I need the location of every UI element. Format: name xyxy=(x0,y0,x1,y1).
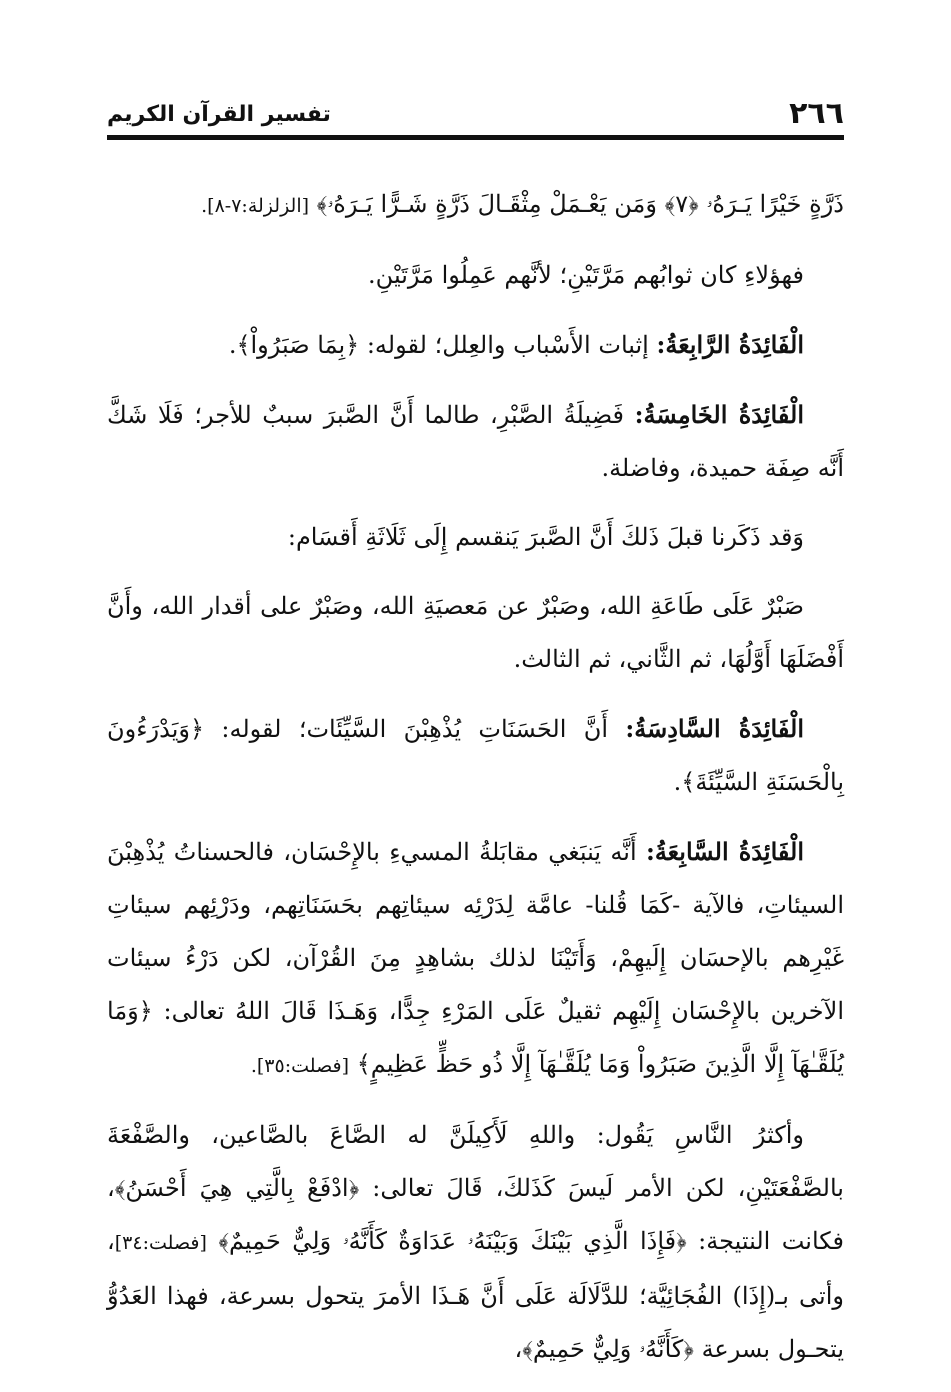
verse-reference: [الزلزلة:٧-٨]. xyxy=(201,195,310,217)
page-number: ٢٦٦ xyxy=(789,96,844,131)
paragraph xyxy=(107,178,844,233)
body-text xyxy=(349,1050,357,1078)
verse-reference: [فصلت:٣٤] xyxy=(114,1232,207,1254)
body-text: أَنَّه يَنبَغي مقابَلةُ المسيءِ بالإِحْسَان، فالحسناتُ يُذْهِبْنَ السيئاتِ، فالآية -كَمَا قُلنا- عامَّة لِدَرْئِه سيئاتِهم بحَسَنَاتِهم، ودَرْئِهم سيئاتِ غَيْرِهم بالإحسَان إِلَيهِمْ، وَأَتَيْنَا لذلك بشاهِدٍ مِنَ القُرْآن، لكن دَرْءُ سيئات الآخرين بالإِحْسَان إِلَيْهِم ثقيلٌ عَلَى المَرْءِ جِدًّا، وَهَـذَا قَالَ اللهُ تعالى: xyxy=(107,838,844,1025)
body-text: ، xyxy=(514,1335,523,1363)
benefit-heading: الْفَائِدَةُ الرَّابِعَةُ: xyxy=(656,330,804,359)
quran-verse: ﴿وَيَدْرَءُونَ بِالْحَسَنَةِ السَّيِّئَةَ﴾ xyxy=(107,715,844,796)
running-title: تفسير القرآن الكريم xyxy=(107,102,331,127)
body-text: ، وأتى بـ(إِذَا) الفُجَائِيَّة؛ للدَّلَالَة عَلَى أَنَّ هَـذَا الأمرَ يتحول بسرعة، فهذا العَدُوُّ يتحـول بسرعة xyxy=(107,1227,844,1363)
body-text: وَقد ذَكَرنا قبلَ ذَلكَ أَنَّ الصَّبرَ يَنقسم إِلَى ثَلَاثَةِ أَقسَام: xyxy=(287,523,804,551)
quran-verse: ﴿ادْفَعْ بِالَّتِي هِيَ أَحْسَنُ﴾ xyxy=(114,1174,360,1202)
body-text: صَبْرٌ عَلَى طَاعَةِ الله، وصَبْرٌ عن مَعصيَةِ الله، وصَبْرٌ على أقدار الله، وأَنَّ أَفْضَلَهَا أَوَّلُهَا، ثم الثَّاني، ثم الثالث. xyxy=(107,592,844,673)
benefit-heading: الْفَائِدَةُ السَّابِعَةُ: xyxy=(645,837,804,866)
body-text: أَنَّ الحَسَنَاتِ يُذْهِبْنَ السَّيِّئَات؛ لقوله: xyxy=(204,715,626,743)
body-text: . xyxy=(228,331,237,359)
body-text: وأكثرُ النَّاسِ يَقُول: واللهِ لَأَكِيلَنَّ له الصَّاعَ بالصَّاعين، والصَّفْعَةَ بالصَّفْعَتَيْنِ، لكن الأمر لَيسَ كَذَلكَ، قَالَ تعالى: xyxy=(107,1121,844,1202)
benefit-heading: الْفَائِدَةُ السَّادِسَةُ: xyxy=(625,714,804,743)
body-text: فهؤلاءِ كان ثوابُهم مَرَّتَيْنِ؛ لأنَّهم عَمِلُوا مَرَّتَيْنِ. xyxy=(368,261,804,289)
body-text: إثبات الأَسْباب والعِلل؛ لقوله: xyxy=(359,331,657,359)
paragraph xyxy=(107,580,844,686)
quran-verse: ﴿فَإِذَا الَّذِي بَيْنَكَ وَبَيْنَهُۥ عَدَاوَةٌ كَأَنَّهُۥ وَلِيٌّ حَمِيمٌ﴾ xyxy=(218,1227,687,1255)
paragraph xyxy=(107,388,844,495)
paragraph xyxy=(107,702,844,809)
paragraph xyxy=(107,825,844,1093)
body-text: ، فكانت النتيجة: xyxy=(107,1174,844,1255)
body-text xyxy=(207,1227,218,1255)
paragraph xyxy=(107,511,844,564)
paragraph xyxy=(107,318,844,372)
body-text: فَضِيلَةُ الصَّبْرِ، طالما أَنَّ الصَّبرَ سببٌ للأجر؛ فَلَا شَكَّ أَنَّه صِفَة حميدة، وفاضلة. xyxy=(107,401,844,482)
quran-verse: ذَرَّةٍ خَيْرًا يَـرَهُۥ ﴿٧﴾ وَمَن يَعْـمَلْ مِثْقَـالَ ذَرَّةٍ شَـرًّا يَـرَهُۥ﴾ xyxy=(309,190,844,218)
body-text: . xyxy=(673,768,682,796)
header-rule xyxy=(107,135,844,140)
quran-verse: ﴿وَمَا يُلَقَّـٰهَآ إِلَّا الَّذِينَ صَبَرُواْ وَمَا يُلَقَّـٰهَآ إِلَّا ذُو حَظٍّ عَظِيمٍ﴾ xyxy=(107,997,844,1078)
quran-verse: ﴿بِمَا صَبَرُواْ﴾ xyxy=(236,331,360,359)
page-body xyxy=(107,178,844,1392)
quran-verse: ﴿كَأَنَّهُۥ وَلِيٌّ حَمِيمٌ﴾ xyxy=(522,1335,694,1363)
page-header xyxy=(107,92,844,140)
benefit-heading: الْفَائِدَةُ الخَامِسَةُ: xyxy=(634,400,804,429)
paragraph xyxy=(107,1109,844,1376)
paragraph xyxy=(107,249,844,302)
verse-reference: [فصلت:٣٥]. xyxy=(250,1055,350,1077)
